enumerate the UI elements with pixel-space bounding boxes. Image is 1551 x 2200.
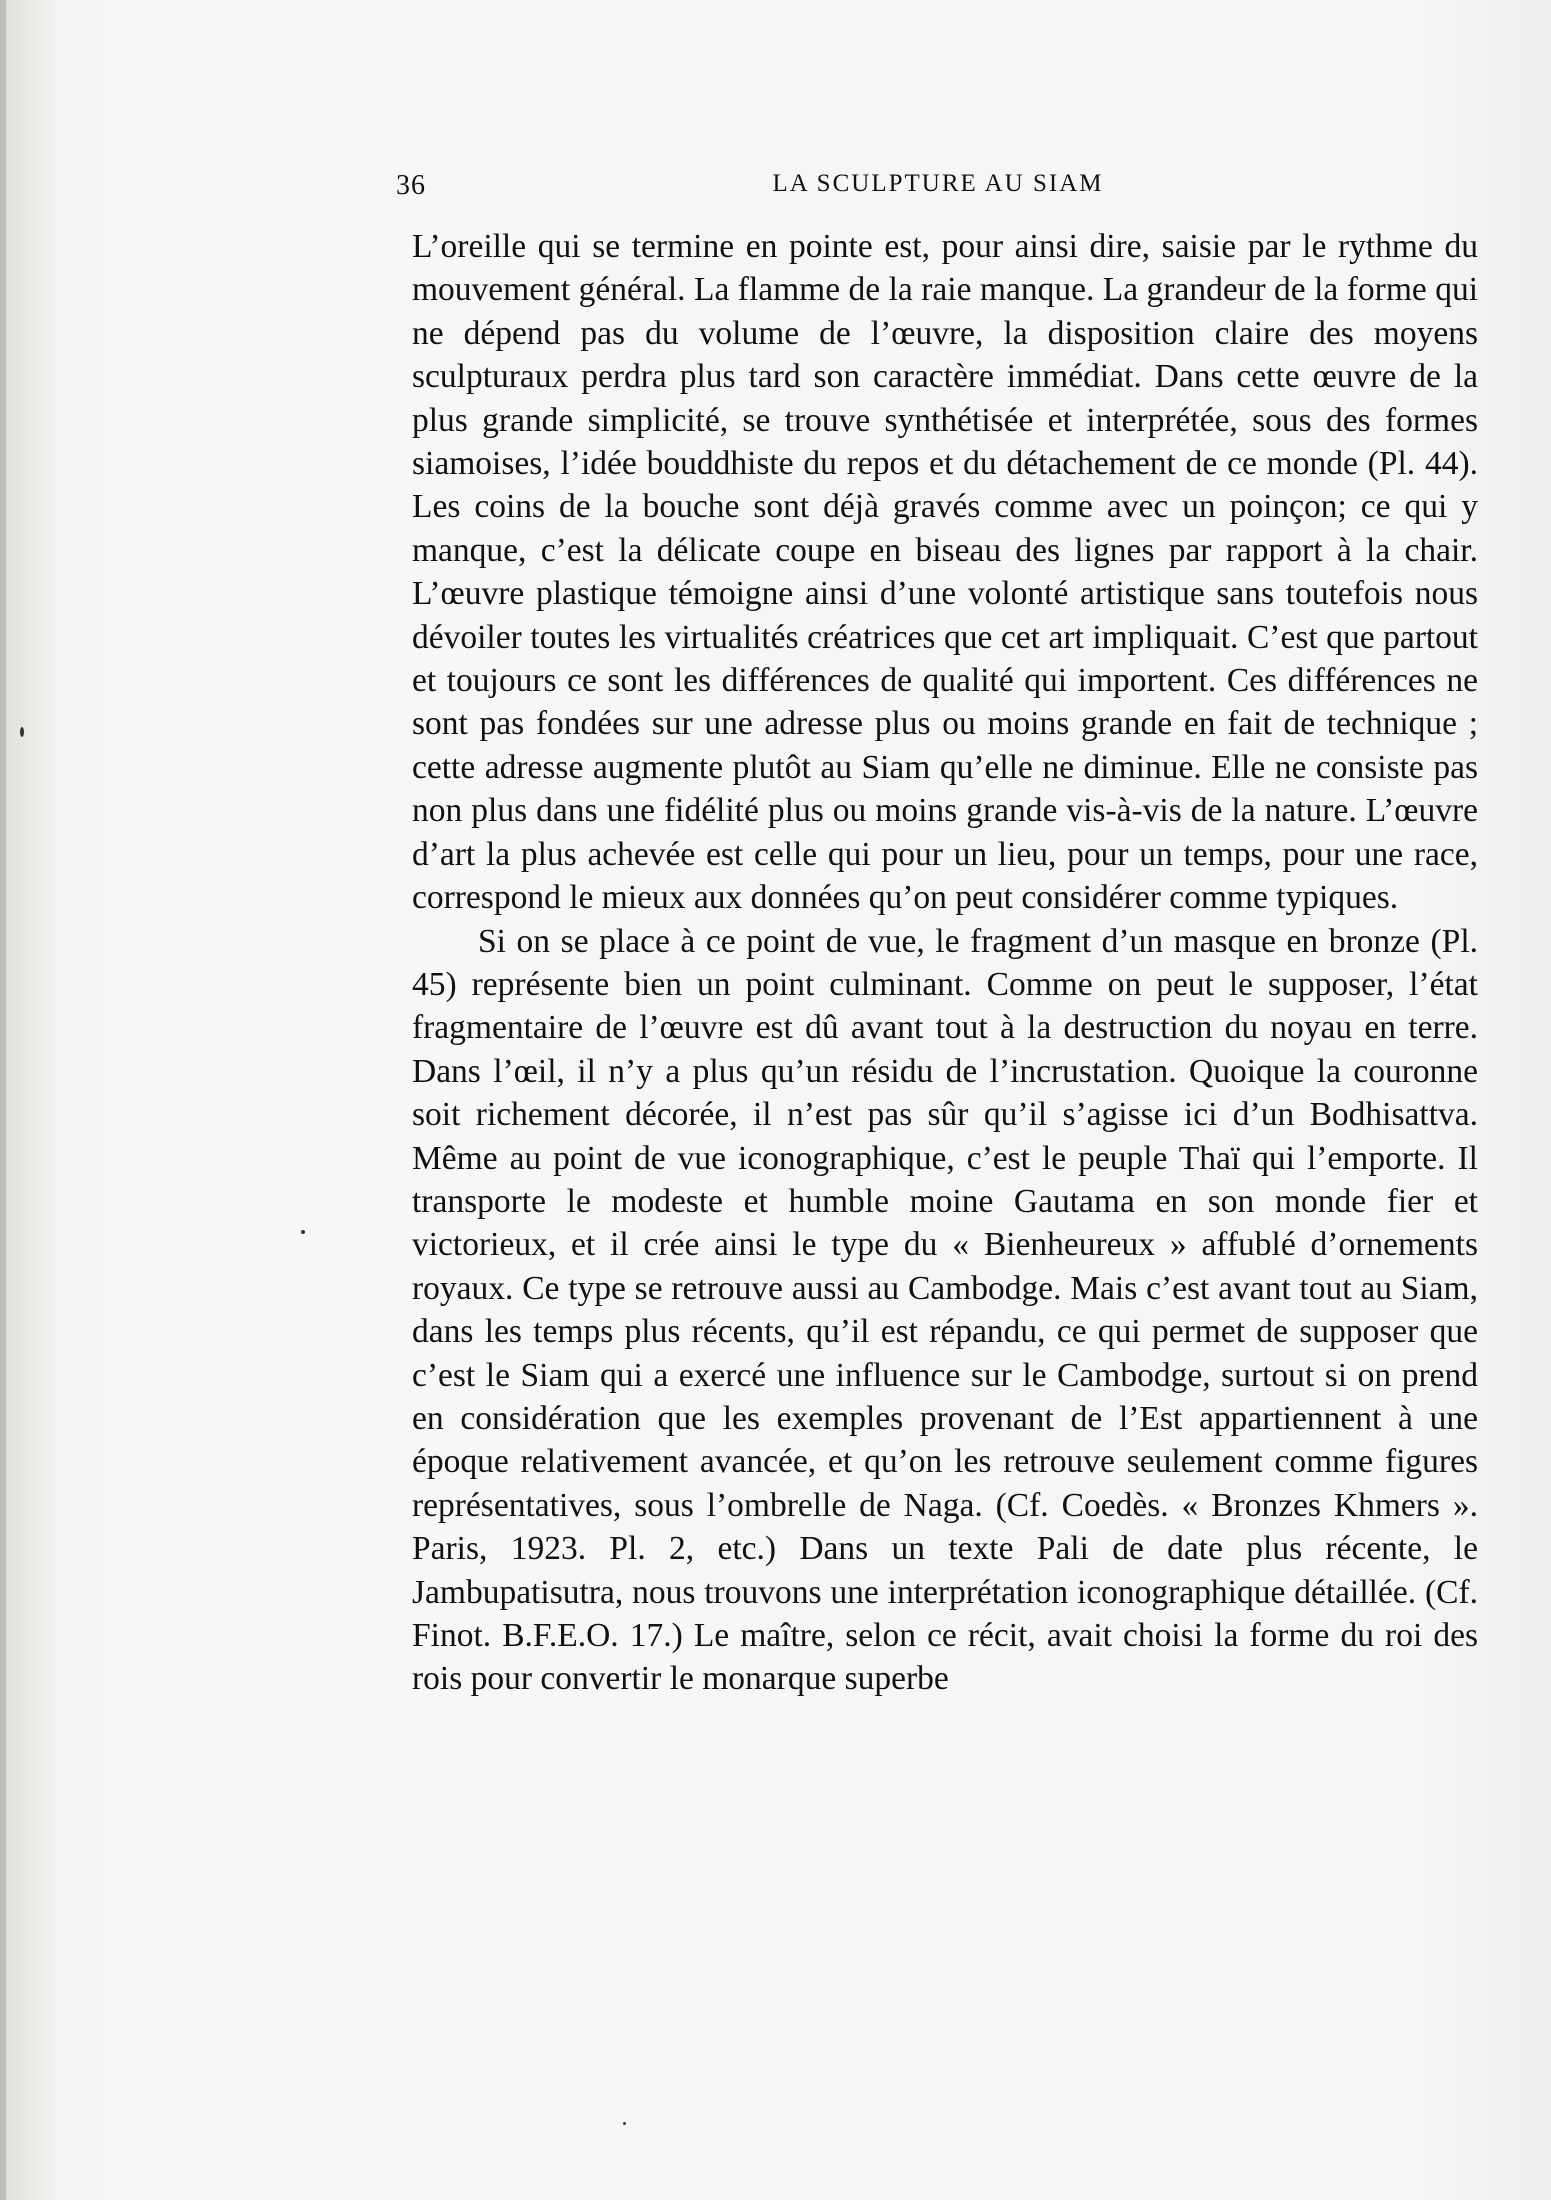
page-gutter-edge [0, 0, 6, 2200]
print-speck [623, 2122, 626, 2125]
paragraph-1: L’oreille qui se termine en pointe est, pour ainsi dire, saisie par le rythme du mouvement général. La flamme de la raie manque. La grandeur de la forme qui ne dépend pas du volume de l’œuvre, la disposition claire des moyens sculpturaux perdra plus tard son caractère immédiat. Dans cette œuvre de la plus grande simplicité, se trouve synthétisée et interprétée, sous des formes siamoises, l’idée bouddhiste du repos et du détachement de ce monde (Pl. 44). Les coins de la bouche sont déjà gravés comme avec un poinçon; ce qui y manque, c’est la délicate coupe en biseau des lignes par rapport à la chair. L’œuvre plastique témoigne ainsi d’une volonté artistique sans toutefois nous dévoiler toutes les virtualités créatrices que cet art impliquait. C’est que partout et toujours ce sont les différences de qualité qui importent. Ces différences ne sont pas fondées sur une adresse plus ou moins grande en fait de technique ; cette adresse augmente plutôt au Siam qu’elle ne diminue. Elle ne consiste pas non plus dans une fidélité plus ou moins grande vis-à-vis de la nature. L’œuvre d’art la plus achevée est celle qui pour un lieu, pour un temps, pour une race, correspond le mieux aux données qu’on peut considérer comme typiques. [412, 228, 1478, 917]
print-speck [20, 727, 24, 737]
page-header [396, 170, 1480, 210]
paragraph-2: Si on se place à ce point de vue, le fragment d’un masque en bronze (Pl. 45) représente bien un point culminant. Comme on peut le supposer, l’état fragmentaire de l’œuvre est dû avant tout à la destruction du noyau en terre. Dans l’œil, il n’y a plus qu’un résidu de l’incrustation. Quoique la couronne soit richement décorée, il n’est pas sûr qu’il s’agisse ici d’un Bodhisattva. Même au point de vue iconographique, c’est le peuple Thaï qui l’emporte. Il transporte le modeste et humble moine Gautama en son monde fier et victorieux, et il crée ainsi le type du « Bienheureux » affublé d’ornements royaux. Ce type se retrouve aussi au Cambodge. Mais c’est avant tout au Siam, dans les temps plus récents, qu’il est répandu, ce qui permet de supposer que c’est le Siam qui a exercé une influence sur le Cambodge, surtout si on prend en considération que les exemples provenant de l’Est appartiennent à une époque relativement avancée, et qu’on les retrouve seulement comme figures représentatives, sous l’ombrelle de Naga. (Cf. Coedès. « Bronzes Khmers ». Paris, 1923. Pl. 2, etc.) Dans un texte Pali de date plus récente, le Jambupatisutra, nous trouvons une interprétation iconographique détaillée. (Cf. Finot. B.F.E.O. 17.) Le maître, selon ce récit, avait choisi la forme du roi des rois pour convertir le monarque superbe [412, 922, 1478, 1698]
running-title: LA SCULPTURE AU SIAM [772, 170, 1104, 197]
print-speck [301, 1230, 305, 1234]
body-text [412, 225, 1478, 1701]
page-number: 36 [396, 170, 426, 201]
